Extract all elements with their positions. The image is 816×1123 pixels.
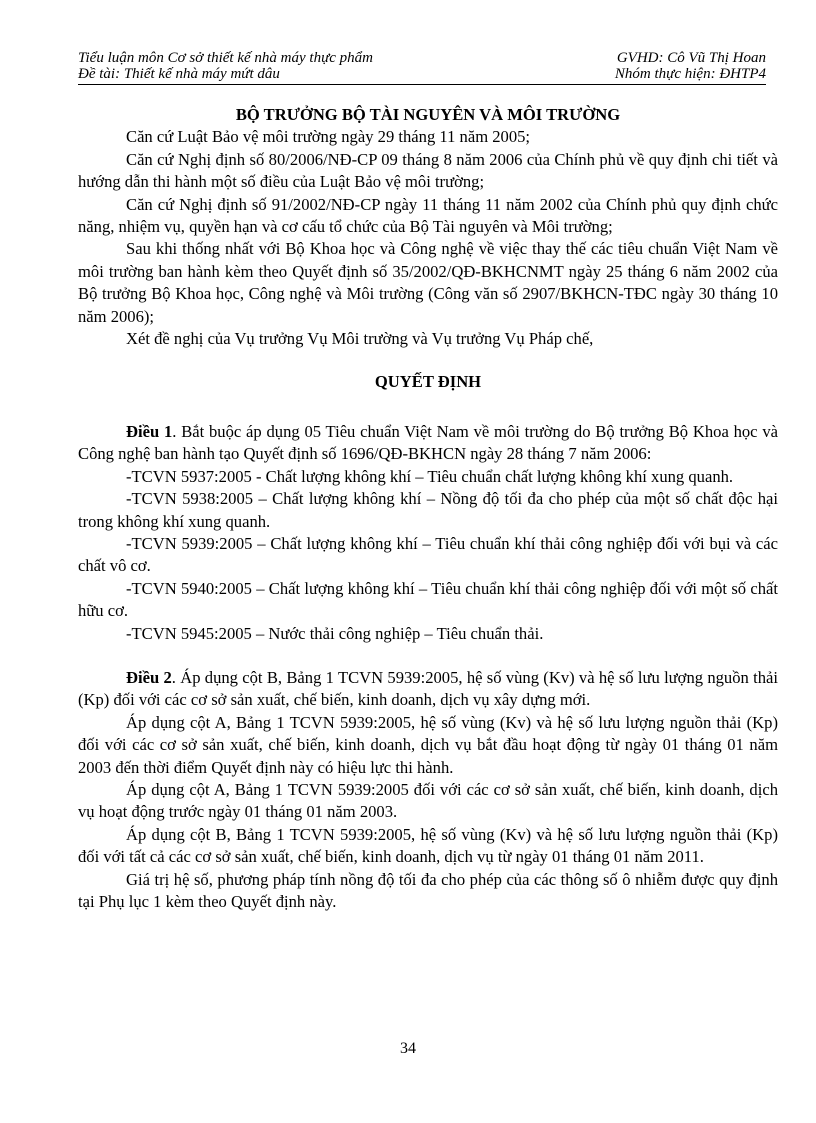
article-1-intro (78, 421, 778, 466)
ministry-heading: BỘ TRƯỞNG BỘ TÀI NGUYÊN VÀ MÔI TRƯỜNG (235, 105, 621, 124)
paragraph-gap (78, 645, 778, 667)
header-course-title: Tiểu luận môn Cơ sở thiết kế nhà máy thực phẩm (78, 50, 373, 66)
page-number: 34 (400, 1040, 416, 1057)
document-body (78, 104, 778, 913)
article-2-paragraph: Áp dụng cột A, Bảng 1 TCVN 5939:2005, hệ số vùng (Kv) và hệ số lưu lượng nguồn thải (Kp) đối với các cơ sở sản xuất, chế biến, kinh doanh, dịch vụ bắt đầu hoạt động từ ngày 01 tháng 01 năm 2003 đến thời điểm Quyết định này có hiệu lực thi hành. (78, 712, 778, 777)
article-1-text: . Bắt buộc áp dụng 05 Tiêu chuẩn Việt Nam về môi trường do Bộ trưởng Bộ Khoa học và Công nghệ ban hành tạo Quyết định số 1696/QĐ-BKHCN ngày 28 tháng 7 năm 2006: (78, 421, 778, 464)
page-header-row-1 (78, 50, 766, 66)
article-2-text: . Áp dụng cột B, Bảng 1 TCVN 5939:2005, hệ số vùng (Kv) và hệ số lưu lượng nguồn thải (Kp) đối với các cơ sở sản xuất, chế biến, kinh doanh, dịch vụ xây dựng mới. (78, 667, 778, 710)
article-2-intro (78, 667, 778, 712)
page-header-row-2 (78, 66, 766, 82)
preamble-paragraph: Căn cứ Nghị định số 91/2002/NĐ-CP ngày 11 tháng 11 năm 2002 của Chính phủ quy định chức năng, nhiệm vụ, quyền hạn và cơ cấu tổ chức của Bộ Tài nguyên và Môi trường; (78, 194, 778, 237)
article-1-label: Điều 1 (126, 421, 173, 441)
standard-list-item: -TCVN 5945:2005 – Nước thải công nghiệp – Tiêu chuẩn thải. (126, 623, 544, 643)
header-group: Nhóm thực hiện: ĐHTP4 (614, 66, 766, 82)
header-instructor: GVHD: Cô Vũ Thị Hoan (616, 50, 766, 66)
preamble-paragraph: Căn cứ Nghị định số 80/2006/NĐ-CP 09 tháng 8 năm 2006 của Chính phủ về quy định chi tiết và hướng dẫn thi hành một số điều của Luật Bảo vệ môi trường; (78, 149, 778, 192)
standard-list-item: -TCVN 5938:2005 – Chất lượng không khí – Nồng độ tối đa cho phép của một số chất độc hại trong không khí xung quanh. (78, 489, 778, 531)
article-2-label: Điều 2 (126, 667, 172, 687)
header-divider (78, 84, 766, 85)
article-2-paragraph: Áp dụng cột B, Bảng 1 TCVN 5939:2005, hệ số vùng (Kv) và hệ số lưu lượng nguồn thải (Kp) đối với tất cả các cơ sở sản xuất, chế biến, kinh doanh, dịch vụ từ ngày 01 tháng 01 năm 2011. (78, 824, 778, 867)
article-2-paragraph: Giá trị hệ số, phương pháp tính nồng độ tối đa cho phép của các thông số ô nhiễm được quy định tại Phụ lục 1 kèm theo Quyết định này. (78, 869, 778, 911)
preamble-paragraph: Căn cứ Luật Bảo vệ môi trường ngày 29 tháng 11 năm 2005; (126, 127, 531, 147)
standard-list-item: -TCVN 5937:2005 - Chất lượng không khí – Tiêu chuẩn chất lượng không khí xung quanh. (126, 466, 734, 486)
standard-list-item: -TCVN 5939:2005 – Chất lượng không khí – Tiêu chuẩn khí thải công nghiệp đối với bụi và các chất vô cơ. (78, 533, 778, 576)
standard-list-item: -TCVN 5940:2005 – Chất lượng không khí – Tiêu chuẩn khí thải công nghiệp đối với một số chất hữu cơ. (78, 578, 778, 621)
preamble-paragraph: Sau khi thống nhất với Bộ Khoa học và Công nghệ về việc thay thế các tiêu chuẩn Việt Nam về môi trường ban hành kèm theo Quyết định số 35/2002/QĐ-BKHCNMT ngày 25 tháng 6 năm 2002 của Bộ trưởng Bộ Khoa học, Công nghệ và Môi trường (Công văn số 2907/BKHCN-TĐC ngày 30 tháng 10 năm 2006); (78, 239, 778, 326)
article-2-paragraph: Áp dụng cột A, Bảng 1 TCVN 5939:2005 đối với các cơ sở sản xuất, chế biến, kinh doanh, dịch vụ hoạt động trước ngày 01 tháng 01 năm 2003. (78, 779, 778, 822)
preamble-paragraph: Xét đề nghị của Vụ trưởng Vụ Môi trường và Vụ trưởng Vụ Pháp chế, (126, 329, 594, 349)
decision-title: QUYẾT ĐỊNH (374, 372, 482, 392)
header-topic: Đề tài: Thiết kế nhà máy mứt dâu (78, 66, 280, 82)
